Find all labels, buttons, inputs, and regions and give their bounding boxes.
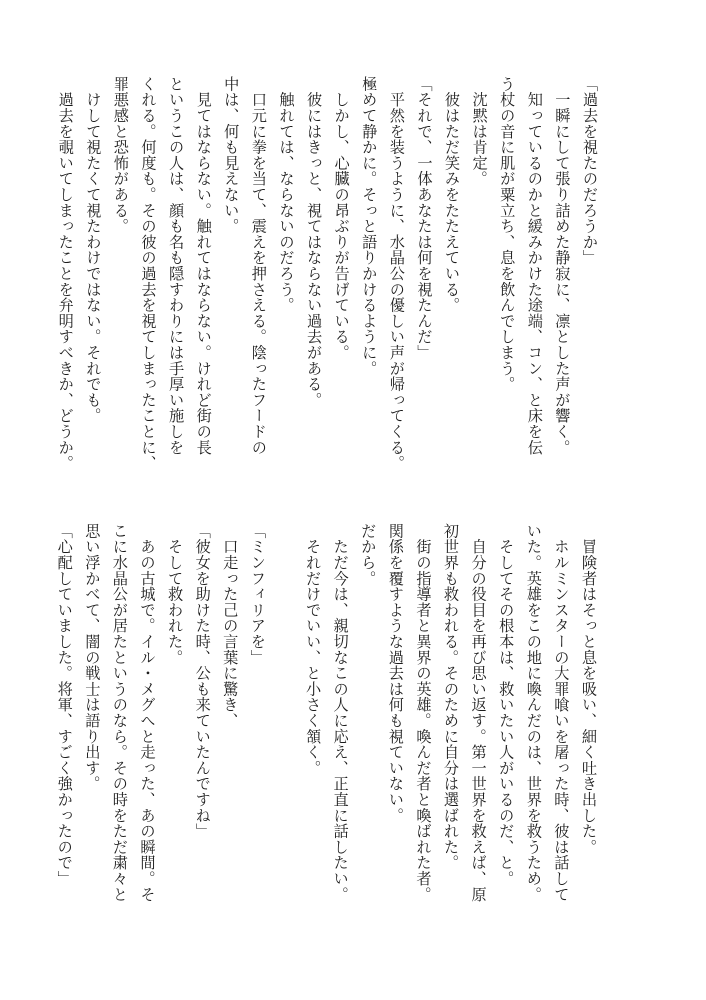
text-line: 「心配していました。将軍、すごく強かったので」 [55,523,74,887]
text-line: しかし、心臓の昂ぶりが告げている。 [332,76,351,361]
text-line: というこの人は、顔も名も隠すわりには手厚い施しを [167,76,186,456]
text-line: 冒険者はそっと息を吸い、細く吐き出した。 [580,523,598,855]
text-line: くれる。何度も。その彼の過去を視てしまったことに、 [139,76,158,471]
text-line: う杖の音に肌が粟立ち、息を飲んでしまう。 [498,76,517,392]
text-line: 触れては、ならないのだろう。 [277,76,296,313]
text-line: 「それで、一体あなたは何を視たんだ」 [415,76,434,361]
text-line: 口元に拳を当て、震えを押さえる。陰ったフードの [249,76,268,456]
text-line: ホルミンスターの大罪喰いを屠った時、彼は話して [552,523,571,903]
text-line: 「彼女を助けた時、公も来ていたんですね」 [193,523,212,839]
text-line: 一瞬にして張り詰めた静寂に、凛とした声が響く。 [553,76,572,456]
text-line: 彼にはきっと、視てはならない過去がある。 [305,76,324,408]
text-line: ただ今は、親切なこの人に応え、正直に話したい。 [331,523,350,903]
text-line: 彼はただ笑みをたたえている。 [443,76,462,313]
text-line: それだけでいい、と小さく頷く。 [304,523,323,776]
upper-text-block [51,76,603,486]
text-line: 平然を装うように、水晶公の優しい声が帰ってくる。 [387,76,406,471]
text-line: 「ミンフィリアを」 [248,523,267,666]
text-line: こに水晶公が居たというのなら。その時をただ粛々と [110,523,129,903]
text-line: いた。英雄をこの地に喚んだのは、世界を救うため。 [524,523,543,903]
text-line: 初世界も救われる。そのために自分は選ばれた。 [442,523,461,871]
text-line: 見てはならない。触れてはならない。けれど街の長 [194,76,213,456]
text-line: 思い浮かべて、闇の戦士は語り出す。 [83,523,102,792]
text-line: 関係を覆すような過去は何も視ていない。 [386,523,405,824]
text-line: そして救われた。 [166,523,185,666]
text-line: けして視たくて視たわけではない。それでも。 [84,76,103,424]
text-line: 自分の役目を再び思い返す。第一世界を救えば、原 [469,523,488,903]
text-line: 過去を覗いてしまったことを弁明すべきか、どうか。 [56,76,75,471]
text-line: 沈黙は肯定。 [470,76,489,187]
text-line: そしてその根本は、救いたい人がいるのだ、と。 [497,523,516,887]
text-line: あの古城で。イル・メグへと走った、あの瞬間。そ [138,523,157,903]
text-line: 罪悪感と恐怖がある。 [111,76,130,234]
text-line: 極めて静かに。そっと語りかけるように。 [360,76,379,377]
text-line: 街の指導者と異界の英雄。喚んだ者と喚ばれた者。 [414,523,433,903]
text-line: 口走った己の言葉に驚き、 [221,523,240,729]
text-line: 知っているのかと緩みかけた途端、コン、と床を伝 [525,76,544,456]
blank-line [271,523,299,913]
text-line: だから。 [359,523,378,587]
text-line: 中は、何も見えない。 [222,76,241,234]
text-line: 「過去を視たのだろうか」 [581,76,599,266]
lower-text-block [50,523,602,913]
